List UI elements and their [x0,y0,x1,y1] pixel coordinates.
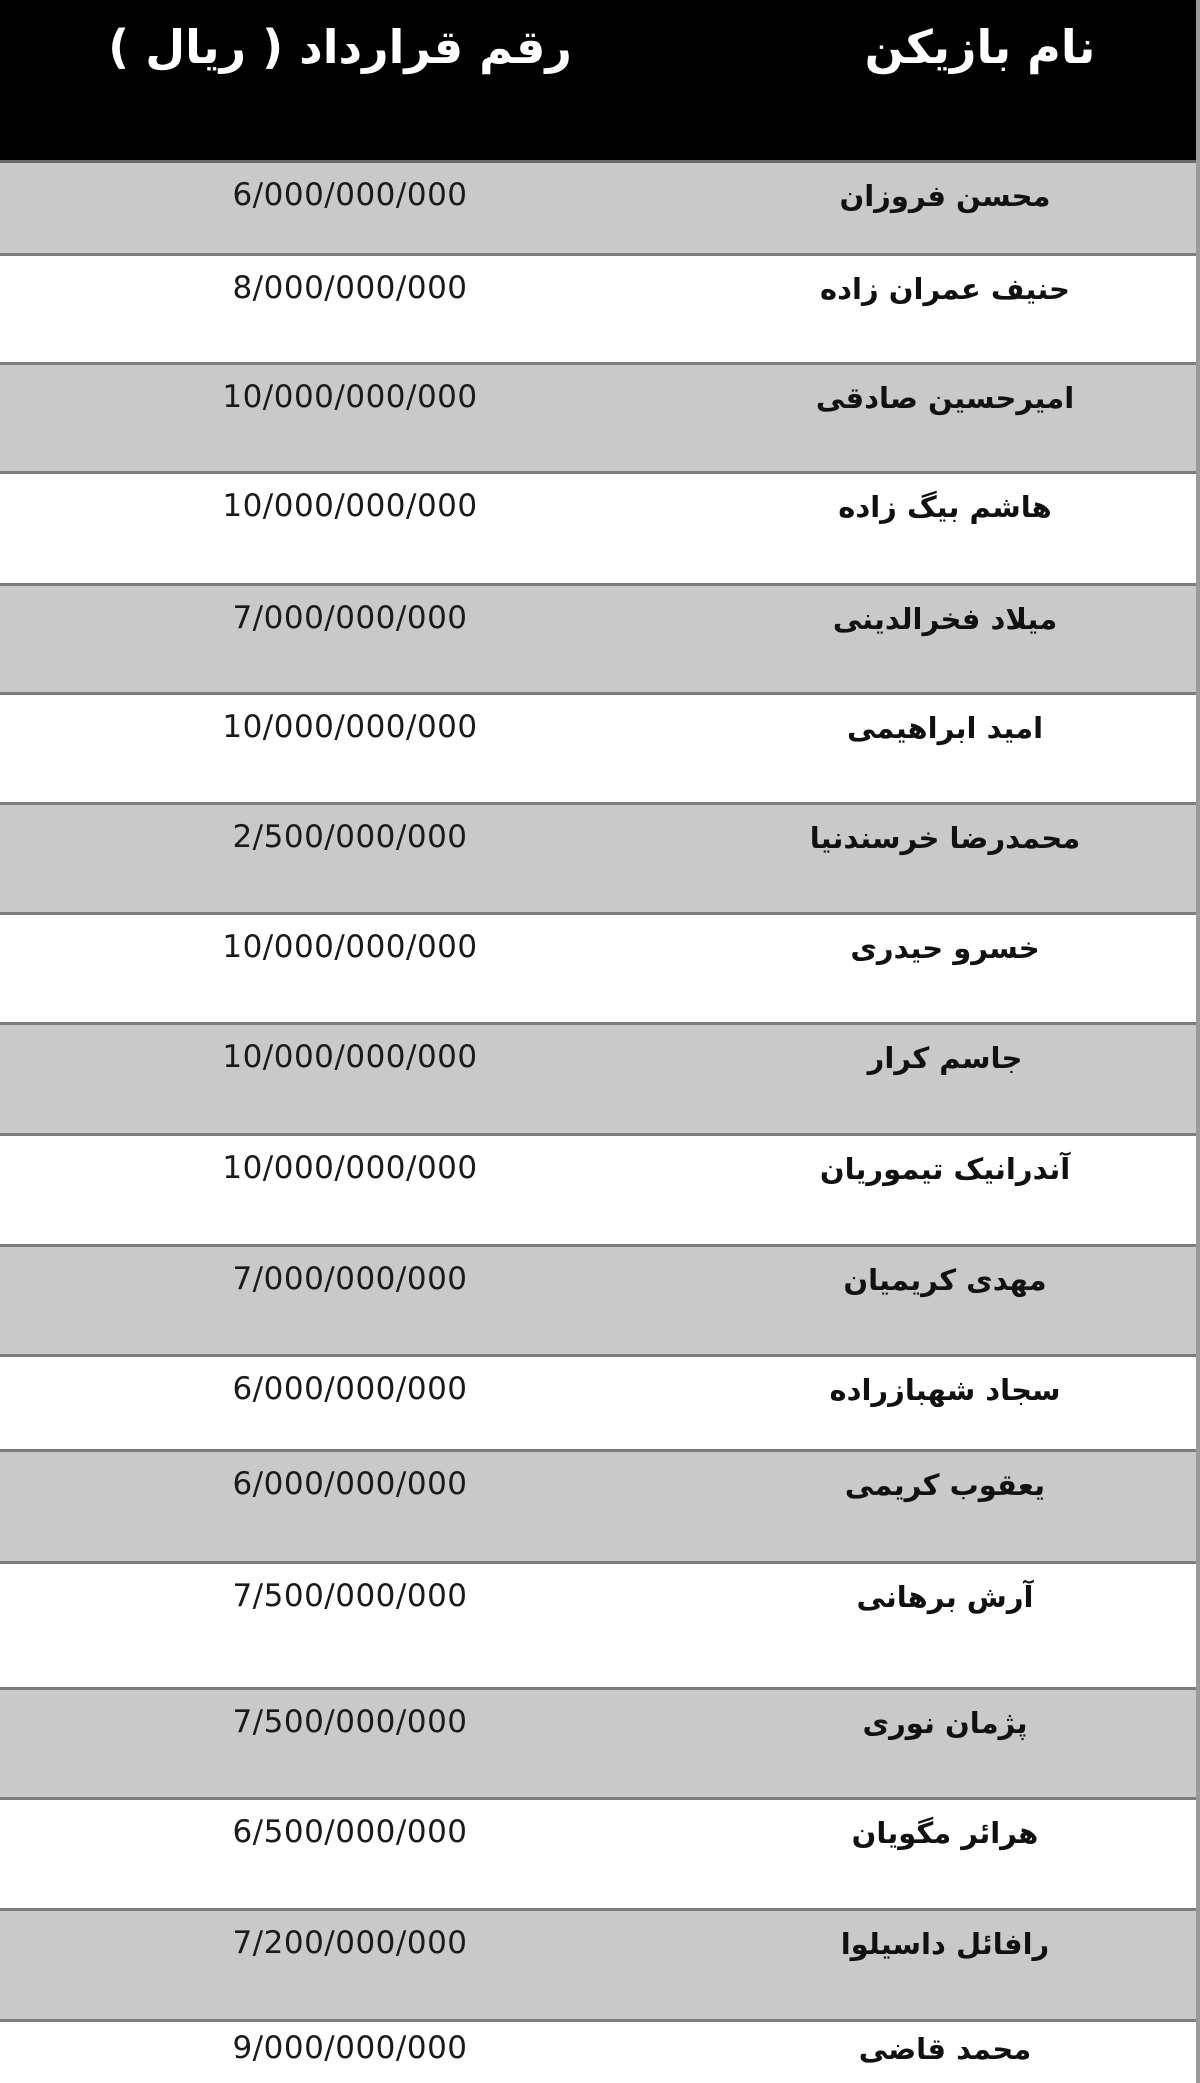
contract-amount: 7/000/000/000 [232,600,468,636]
player-name: مهدی کریمیان [843,1263,1047,1297]
table-row [0,2022,1196,2083]
contract-amount: 6/000/000/000 [232,177,468,213]
contract-amount: 8/000/000/000 [232,270,468,306]
contract-amount: 10/000/000/000 [222,488,478,524]
player-name: امید ابراهیمی [846,711,1044,745]
table-row [0,1247,1196,1357]
contract-amount: 10/000/000/000 [222,1039,478,1075]
player-name: سجاد شهبازراده [829,1373,1061,1407]
player-name: یعقوب کریمی [844,1468,1046,1502]
table-row [0,163,1196,256]
table-header [0,0,1196,163]
player-name: جاسم کرار [867,1041,1023,1075]
header-contract-amount: رقم قرارداد ( ریال ) [108,20,572,74]
player-name: خسرو حیدری [850,931,1040,965]
player-name: آرش برهانی [856,1580,1034,1614]
table-row [0,1690,1196,1800]
table-row [0,1911,1196,2022]
contract-amount: 9/000/000/000 [232,2030,468,2066]
table-row [0,1800,1196,1911]
player-name: هرائر مگویان [851,1816,1039,1850]
contract-amount: 6/500/000/000 [232,1814,468,1850]
table-row [0,474,1196,586]
player-name: محمد قاضی [858,2032,1032,2066]
player-name: میلاد فخرالدینی [832,602,1058,636]
contract-amount: 7/500/000/000 [232,1578,468,1614]
table-row [0,695,1196,805]
contract-amount: 7/000/000/000 [232,1261,468,1297]
player-name: هاشم بیگ زاده [838,490,1052,524]
contract-amount: 2/500/000/000 [232,819,468,855]
table-row [0,1357,1196,1452]
contract-amount: 10/000/000/000 [222,1150,478,1186]
contract-amount: 10/000/000/000 [222,929,478,965]
contract-amount: 6/000/000/000 [232,1371,468,1407]
contract-amount: 7/200/000/000 [232,1925,468,1961]
table-row [0,1564,1196,1690]
table-row [0,915,1196,1025]
player-name: محسن فروزان [839,179,1051,213]
table-row [0,256,1196,365]
header-player-name: نام بازیکن [864,20,1096,74]
table-row [0,365,1196,474]
table-row [0,1025,1196,1136]
contract-amount: 10/000/000/000 [222,379,478,415]
contract-amount: 6/000/000/000 [232,1466,468,1502]
contract-amount: 10/000/000/000 [222,709,478,745]
player-name: محمدرضا خرسندنیا [809,821,1081,855]
table-row [0,1452,1196,1564]
table-row [0,586,1196,695]
player-name: امیرحسین صادقی [815,381,1075,415]
table-row [0,1136,1196,1247]
table-row [0,805,1196,915]
player-name: آندرانیک تیموریان [819,1152,1071,1186]
contract-amount: 7/500/000/000 [232,1704,468,1740]
player-name: حنیف عمران زاده [820,272,1070,306]
player-name: رافائل داسیلوا [840,1927,1050,1961]
player-name: پژمان نوری [862,1706,1028,1740]
